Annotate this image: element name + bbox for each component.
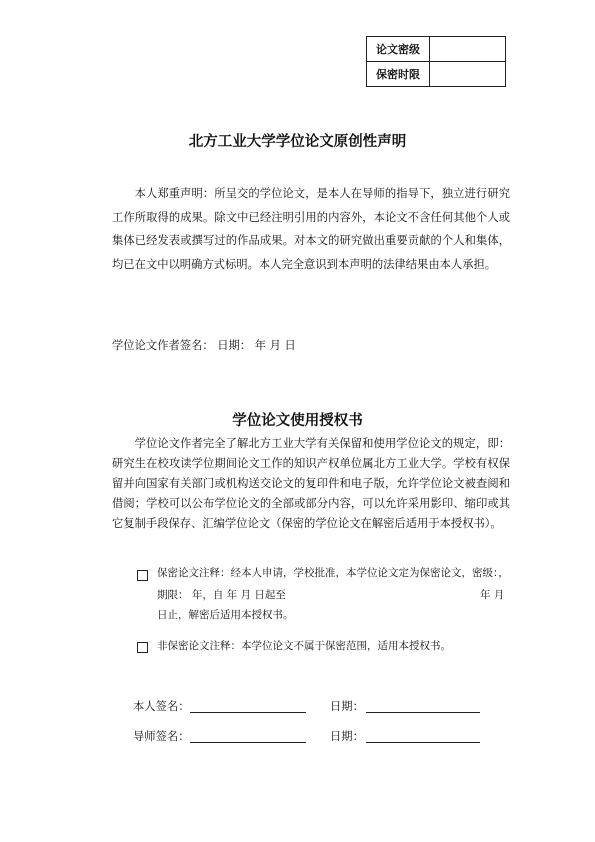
secrecy-table <box>366 36 506 87</box>
confidential-note-line1: 保密论文注释：经本人申请，学校批准，本学位论文定为保密论文，密级：， <box>157 567 509 579</box>
authorization-title: 学位论文使用授权书 <box>232 413 363 429</box>
secrecy-level-label: 论文密级 <box>367 37 430 62</box>
self-date-field[interactable] <box>366 712 480 713</box>
advisor-date-field[interactable] <box>366 742 480 743</box>
secrecy-level-value-cell[interactable] <box>430 37 506 62</box>
declaration-title: 北方工业大学学位论文原创性声明 <box>188 134 407 150</box>
author-signature-line: 学位论文作者签名： 日期： 年 月 日 <box>112 339 296 352</box>
secrecy-period-label: 保密时限 <box>367 62 430 87</box>
advisor-signature-field[interactable] <box>190 742 306 743</box>
advisor-signature-label: 导师签名： <box>133 730 190 743</box>
confidential-note-line2: 期限： 年，自 年 月 日起至 <box>157 589 286 601</box>
secrecy-period-value-cell[interactable] <box>430 62 506 87</box>
self-date-label: 日期： <box>330 700 364 713</box>
self-signature-field[interactable] <box>190 712 306 713</box>
nonconfidential-checkbox[interactable] <box>137 642 148 653</box>
nonconfidential-note: 非保密论文注释：本学位论文不属于保密范围，适用本授权书。 <box>157 640 451 652</box>
advisor-date-label: 日期： <box>330 730 364 743</box>
self-signature-label: 本人签名： <box>133 700 190 713</box>
declaration-body: 本人郑重声明：所呈交的学位论文，是本人在导师的指导下，独立进行研究工作所取得的成果。除文中已经注明引用的内容外，本论文不含任何其他个人或集体已经发表或撰写过的作品成果。对本文的研究做出重要贡献的个人和集体，均已在文中以明确方式标明。本人完全意识到本声明的法律结果由本人承担。 <box>112 187 510 271</box>
confidential-note-line3: 日止，解密后适用本授权书。 <box>157 609 294 621</box>
confidential-checkbox[interactable] <box>137 570 148 581</box>
confidential-note-line2-end: 年 月 <box>480 589 505 601</box>
authorization-body: 学位论文作者完全了解北方工业大学有关保留和使用学位论文的规定，即：研究生在校攻读学位期间论文工作的知识产权单位属北方工业大学。学校有权保留并向国家有关部门或机构送交论文的复印件和电子版，允许学位论文被查阅和借阅；学校可以公布学位论文的全部或部分内容，可以允许采用影印、缩印或其它复制手段保存、汇编学位论文（保密的学位论文在解密后适用于本授权书）。 <box>112 437 510 530</box>
